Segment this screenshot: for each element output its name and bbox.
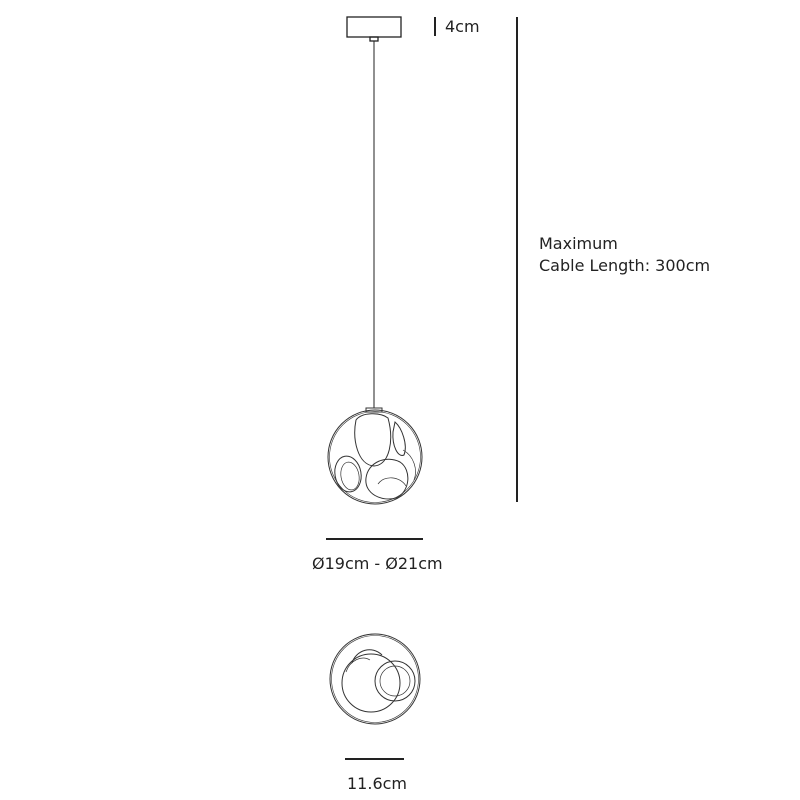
cable-length-label-line1: Maximum	[539, 234, 618, 253]
canopy-height-label: 4cm	[445, 17, 480, 36]
cable-length-label-line2: Cable Length: 300cm	[539, 256, 711, 275]
globe-diameter-label: Ø19cm - Ø21cm	[312, 554, 443, 573]
globe-bottom-view	[330, 634, 420, 724]
globe-side-view	[328, 408, 422, 504]
canopy	[347, 17, 401, 41]
bottom-opening-label: 11.6cm	[347, 774, 408, 793]
